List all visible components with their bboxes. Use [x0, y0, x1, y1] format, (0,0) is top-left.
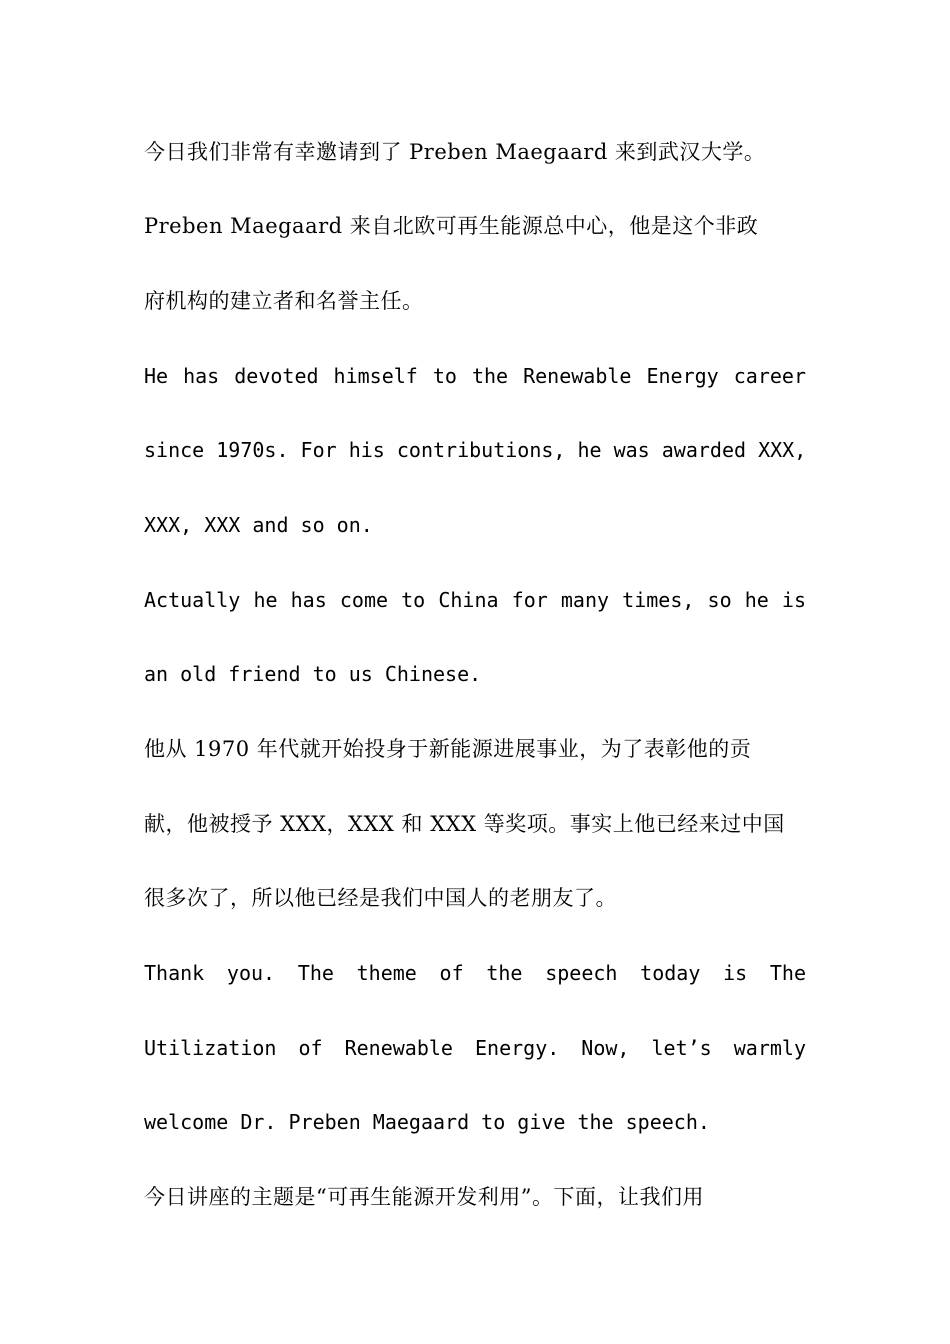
text-line: 今日我们非常有幸邀请到了 Preben Maegaard 来到武汉大学。 — [144, 140, 766, 164]
text-line: XXX, XXX and so on. — [144, 513, 373, 537]
text-line: 很多次了，所以他已经是我们中国人的老朋友了。 — [144, 886, 617, 910]
text-line: Utilization of Renewable Energy. Now, let’s warmly — [144, 1036, 806, 1060]
text-line: 府机构的建立者和名誉主任。 — [144, 289, 424, 313]
text-line: 献，他被授予 XXX，XXX 和 XXX 等奖项。事实上他已经来过中国 — [144, 812, 785, 836]
text-line: 他从 1970 年代就开始投身于新能源进展事业，为了表彰他的贡 — [144, 737, 752, 761]
text-line: Preben Maegaard 来自北欧可再生能源总中心，他是这个非政 — [144, 214, 759, 238]
text-line: since 1970s. For his contributions, he was awarded XXX, — [144, 438, 807, 462]
text-line: welcome Dr. Preben Maegaard to give the speech. — [144, 1110, 710, 1134]
text-line: Actually he has come to China for many times, so he is — [144, 588, 806, 612]
text-line: He has devoted himself to the Renewable Energy career — [144, 364, 806, 388]
text-line: 今日讲座的主题是“可再生能源开发利用”。下面，让我们用 — [144, 1185, 704, 1209]
text-line: an old friend to us Chinese. — [144, 662, 482, 686]
text-line: Thank you. The theme of the speech today is The — [144, 961, 806, 985]
